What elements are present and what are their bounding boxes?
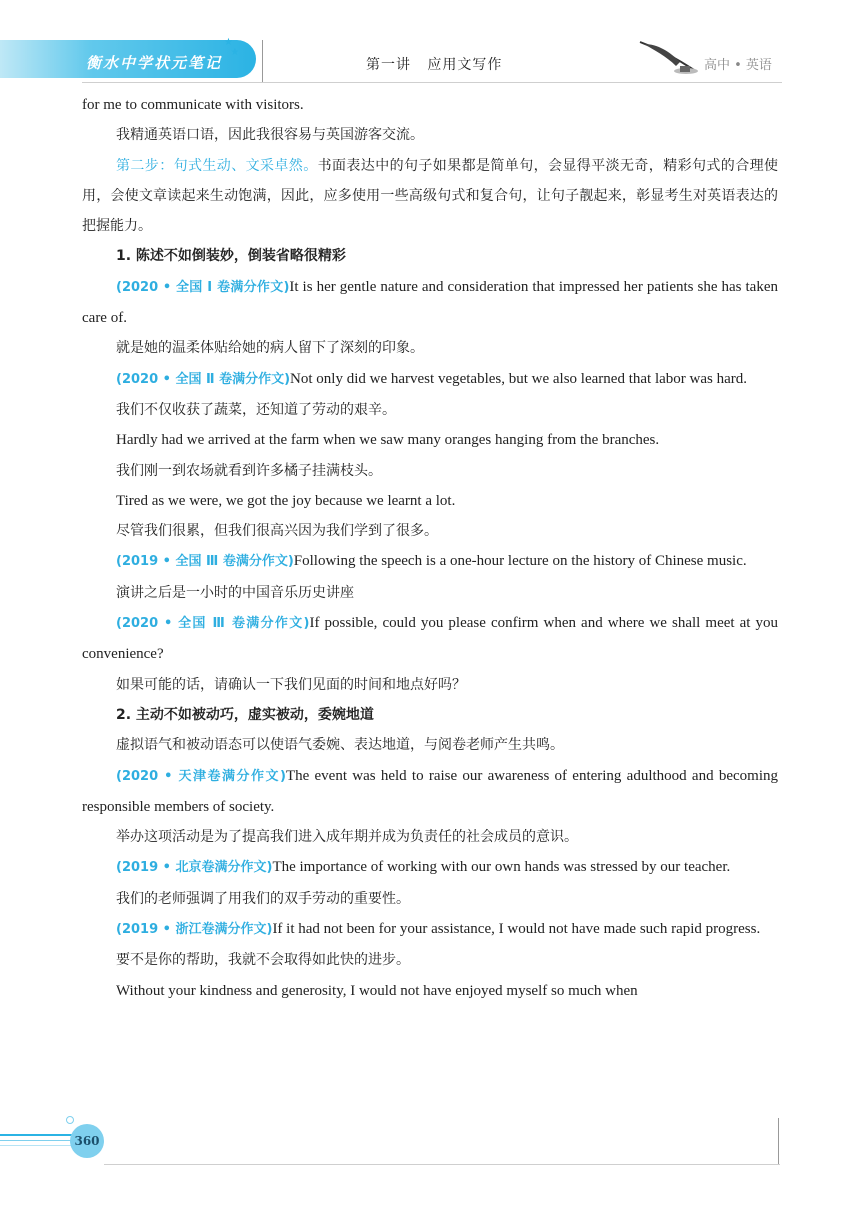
example-paragraph [82, 364, 778, 395]
footer-stripe [0, 1134, 72, 1136]
translation-line: 举办这项活动是为了提高我们进入成年期并成为负责任的社会成员的意识。 [116, 829, 578, 846]
example-paragraph [82, 608, 778, 670]
example-text: Following the speech is a one-hour lecture on the history of Chinese music. [293, 553, 747, 570]
source-tag: (2019 • 浙江卷满分作文) [116, 922, 273, 938]
translation-line: 要不是你的帮助，我就不会取得如此快的进步。 [116, 952, 410, 969]
translation-line: 演讲之后是一小时的中国音乐历史讲座 [116, 584, 354, 601]
text-line: 我精通英语口语，因此我很容易与英国游客交流。 [116, 127, 424, 144]
quill-pen-icon [636, 38, 700, 78]
translation-line: 如果可能的话，请确认一下我们见面的时间和地点好吗？ [116, 676, 466, 693]
stars-icon: ★ ★ [224, 37, 240, 58]
source-tag: (2019 • 北京卷满分作文) [116, 860, 273, 876]
section-description: 虚拟语气和被动语态可以使语气委婉、表达地道，与阅卷老师产生共鸣。 [116, 737, 564, 754]
example-paragraph [82, 914, 778, 945]
section-heading-2: 2. 主动不如被动巧，虚实被动，委婉地道 [116, 706, 374, 723]
step-lead: 第二步：句式生动、文采卓然。 [116, 157, 318, 174]
source-tag: (2020 • 全国 Ⅱ 卷满分作文) [116, 371, 291, 387]
section-heading-1: 1. 陈述不如倒装妙，倒装省略很精彩 [116, 248, 346, 265]
source-tag: (2020 • 全国 Ⅲ 卷满分作文) [116, 616, 310, 632]
source-tag: (2020 • 全国 Ⅰ 卷满分作文) [116, 279, 290, 295]
example-text: If it had not been for your assistance, I would not have made such rapid progress. [272, 921, 761, 938]
footer-divider [778, 1118, 779, 1164]
source-tag: (2020 • 天津卷满分作文) [116, 768, 286, 784]
example-paragraph: Without your kindness and generosity, I would not have enjoyed myself so much when [116, 982, 638, 999]
translation-line: 我们的老师强调了用我们的双手劳动的重要性。 [116, 890, 410, 907]
example-text: It is her gentle nature and consideration that impressed her patients she has taken care of. [82, 278, 778, 327]
example-text: The importance of working with our own hands was stressed by our teacher. [272, 859, 731, 876]
translation-line: 就是她的温柔体贴给她的病人留下了深刻的印象。 [116, 340, 424, 357]
footer-stripe [0, 1140, 72, 1141]
example-text: The event was held to raise our awareness of entering adulthood and becoming responsible members of society. [82, 767, 778, 815]
example-paragraph [82, 272, 778, 334]
decorative-dot [66, 1116, 74, 1124]
translation-line: 我们不仅收获了蔬菜，还知道了劳动的艰辛。 [116, 401, 396, 418]
example-paragraph [82, 852, 778, 883]
translation-line: 我们刚一到农场就看到许多橘子挂满枝头。 [116, 462, 382, 479]
example-paragraph: Hardly had we arrived at the farm when we saw many oranges hanging from the branches. [116, 432, 660, 449]
example-text: Not only did we harvest vegetables, but we also learned that labor was hard. [290, 370, 747, 387]
source-tag: (2019 • 全国 Ⅲ 卷满分作文) [116, 554, 294, 570]
example-text: If possible, could you please confirm when and where we shall meet at you convenience? [82, 615, 778, 663]
page-number: 360 [70, 1124, 104, 1158]
header-banner-text: 衡水中学状元笔记 [86, 54, 223, 72]
example-paragraph [82, 761, 778, 823]
lecture-title: 第一讲 应用文写作 [366, 57, 503, 73]
footer-rule [104, 1164, 780, 1165]
example-paragraph: Tired as we were, we got the joy because we learnt a lot. [116, 492, 456, 509]
subject-label: 高中 • 英语 [704, 58, 772, 73]
example-paragraph [82, 546, 778, 577]
header-rule [82, 82, 782, 83]
translation-line: 尽管我们很累，但我们很高兴因为我们学到了很多。 [116, 523, 438, 540]
page-content [82, 90, 778, 1006]
text-line: for me to communicate with visitors. [82, 97, 304, 113]
step-paragraph [82, 151, 778, 242]
footer-stripe [0, 1145, 72, 1146]
header-divider [262, 40, 263, 82]
step-body: 书面表达中的句子如果都是简单句，会显得平淡无奇，精彩句式的合理使用，会使文章读起来生动饱满，因此，应多使用一些高级句式和复合句，让句子靓起来，彰显考生对英语表达的把握能力。 [82, 157, 779, 235]
